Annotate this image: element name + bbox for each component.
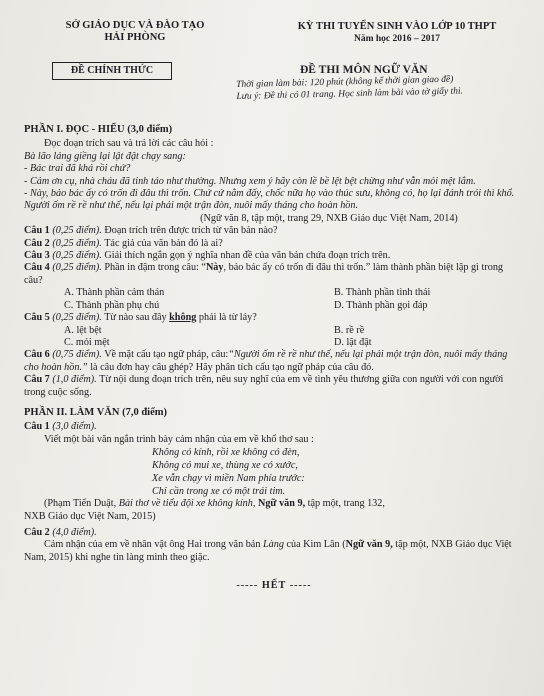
city-name: HẢI PHÒNG [104, 32, 166, 43]
school-year: Năm học 2016 – 2017 [353, 34, 441, 44]
exam-title: ĐỀ THI MÔN NGỮ VĂN [300, 64, 428, 76]
department-name: SỞ GIÁO DỤC VÀ ĐÀO TẠO [65, 20, 205, 31]
question-3: Câu 3 (0,25 điểm). Giải thích ngắn gọn ý nghĩa nhan đề của văn bản chứa đoạn trích trên. [24, 250, 391, 262]
option: D. lật đật [334, 336, 372, 348]
passage-source: (Ngữ văn 8, tập một, trang 29, NXB Giáo dục Việt Nam, 2014) [200, 212, 458, 224]
exam-name: KỲ THI TUYỂN SINH VÀO LỚP 10 THPT [297, 21, 497, 32]
part2-title: PHẦN II. LÀM VĂN (7,0 điểm) [24, 406, 168, 418]
essay-question-1: Câu 1 (3,0 điểm). [24, 421, 97, 433]
passage-line: - Bác trai đã khá rồi chứ? [24, 163, 131, 175]
question-1: Câu 1 (0,25 điểm). Đoạn trích trên được trích từ văn bản nào? [24, 225, 278, 237]
option: A. Thành phần cảm thán [64, 287, 165, 299]
option: D. Thành phần gọi đáp [334, 299, 428, 311]
header [22, 14, 526, 58]
department-block [50, 20, 220, 44]
option: C. mỏi mệt [64, 336, 110, 348]
poem-line: Xe vẫn chạy vì miền Nam phía trước: [152, 473, 305, 485]
poem-source: (Phạm Tiến Duật, Bài thơ về tiểu đội xe không kính, Ngữ văn 9, tập một, trang 132, [44, 498, 385, 510]
poem-source-publisher: NXB Giáo dục Việt Nam, 2015) [24, 510, 156, 522]
essay-question-2: Câu 2 (4,0 điểm). [24, 526, 97, 538]
question-7: Câu 7 (1,0 điểm). Từ nội dung đoạn trích trên, nêu suy nghĩ của em về tình yêu thương giữa con người với con người trong cuộc sống. [24, 374, 504, 398]
option: A. lệt bệt [64, 324, 102, 336]
question-5-options [24, 325, 524, 350]
exam-note: Lưu ý: Đề thi có 01 trang. Học sinh làm bài vào tờ giấy thi. [236, 86, 464, 102]
exam-content [24, 122, 524, 593]
exam-info-block [272, 20, 522, 46]
essay-question-2-text: Cảm nhận của em về nhân vật ông Hai trong văn bản Làng của Kim Lân (Ngữ văn 9, tập một, NXB Giáo dục Việt Nam, 2015) khi nghe tin làng mình theo giặc. [24, 539, 512, 563]
poem [24, 446, 524, 498]
essay-question-1-text: Viết một bài văn ngắn trình bày cảm nhận của em về khổ thơ sau : [44, 433, 314, 445]
question-5: Câu 5 (0,25 điểm). Từ nào sau đây không phải là từ láy? [24, 312, 257, 324]
passage-line: Bà lão láng giềng lại lật đật chạy sang: [24, 150, 186, 162]
question-2: Câu 2 (0,25 điểm). Tác giả của văn bản đó là ai? [24, 237, 223, 249]
official-exam-box: ĐỀ CHÍNH THỨC [52, 62, 172, 80]
poem-line: Chỉ cần trong xe có một trái tim. [152, 486, 286, 498]
option: B. rề rề [334, 324, 365, 336]
question-4: Câu 4 (0,25 điểm). Phần in đậm trong câu: “Này, bảo bác ấy có trốn đi đâu thì trốn.” làm thành phần biệt lập gì trong câu? [24, 262, 504, 286]
poem-line: Không có kính, rồi xe không có đèn, [152, 447, 300, 459]
time-note: Thời gian làm bài: 120 phút (không kể thời gian giao đề) [236, 74, 454, 90]
question-4-options [24, 287, 524, 312]
option: C. Thành phần phụ chú [64, 299, 160, 311]
end-marker: ----- HẾT ----- [236, 580, 312, 592]
time-note-block [236, 72, 536, 103]
option: B. Thành phần tình thái [334, 287, 431, 299]
question-6: Câu 6 (0,75 điểm). Về mặt cấu tạo ngữ pháp, câu:“Người ốm rề rề như thế, nếu lại phải một trận đòn, nuôi mấy tháng cho hoàn hồn.” là câu đơn hay câu ghép? Hãy phân tích cấu tạo ngữ pháp của câu đó. [24, 349, 508, 373]
poem-line: Không có mui xe, thùng xe có xước, [152, 460, 298, 472]
passage-line: - Này, bảo bác ấy có trốn đi đâu thì trốn. Chứ cứ nằm đấy, chốc nữa họ vào thúc sưu, không có, họ lại đánh trói thì khổ. Người ốm rề rề như thế, nếu lại phải một trận đòn, nuôi mấy tháng cho hoàn hồn. [24, 188, 515, 212]
part1-instruction: Đọc đoạn trích sau và trả lời các câu hỏi : [44, 138, 214, 150]
part1-title: PHẦN I. ĐỌC - HIỂU (3,0 điểm) [24, 124, 173, 135]
passage-line: - Cảm ơn cụ, nhà cháu đã tỉnh táo như thường. Nhưng xem ý hãy còn lề bề lệt bệt chừng như vẫn mỏi mệt lắm. [24, 175, 476, 187]
